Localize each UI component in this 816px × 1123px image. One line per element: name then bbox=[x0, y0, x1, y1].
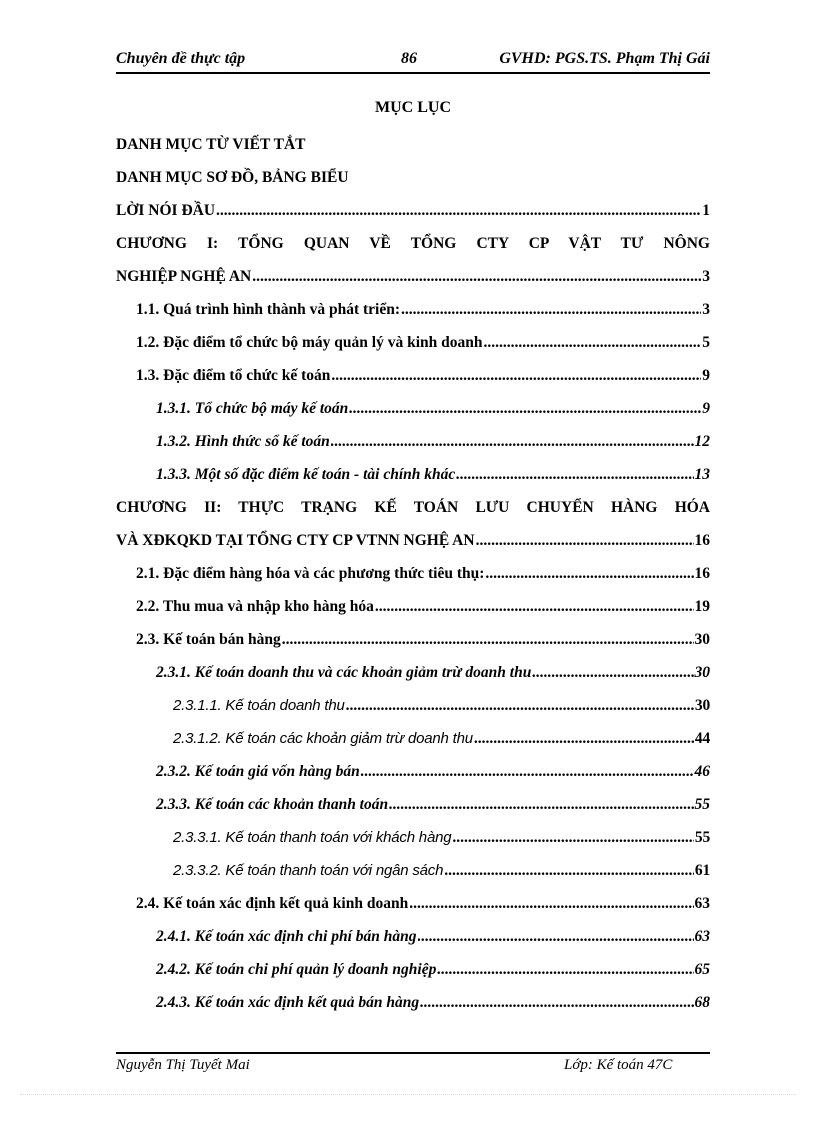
toc-entry-abbreviations bbox=[116, 128, 710, 161]
toc-entry-page: 44 bbox=[694, 730, 710, 747]
toc-entry-label: 2.1. Đặc điểm hàng hóa và các phương thức tiêu thụ: bbox=[136, 565, 485, 582]
toc-entry-page: 68 bbox=[694, 994, 710, 1011]
toc-entry-chapter-2 bbox=[116, 524, 710, 557]
toc-entry-2-4-1 bbox=[116, 920, 710, 953]
toc-entry-2-3-1-1 bbox=[116, 689, 710, 722]
toc-entry-label: 2.3.3. Kế toán các khoản thanh toán bbox=[156, 796, 389, 813]
toc-entry-page: 63 bbox=[694, 928, 710, 945]
toc-entry-chapter-1 bbox=[116, 260, 710, 293]
toc-leader-dots bbox=[282, 623, 694, 656]
toc-entry-2-3-3-2 bbox=[116, 854, 710, 887]
toc-entry-page: 1 bbox=[702, 202, 710, 219]
page-footer bbox=[116, 1052, 710, 1078]
toc-entry-page: 12 bbox=[694, 433, 710, 450]
toc-entry-label: 1.3.2. Hình thức sổ kế toán bbox=[156, 433, 330, 450]
toc-entry-2-4-2 bbox=[116, 953, 710, 986]
toc-entry-page: 65 bbox=[694, 961, 710, 978]
toc-entry-2-4-3 bbox=[116, 986, 710, 1019]
toc-leader-dots bbox=[389, 788, 693, 821]
table-of-contents bbox=[116, 128, 710, 1019]
toc-entry-2-1 bbox=[116, 557, 710, 590]
footer-class: Lớp: Kế toán 47C bbox=[564, 1057, 673, 1073]
toc-entry-diagrams bbox=[116, 161, 710, 194]
toc-entry-label: 2.3.1.2. Kế toán các khoản giảm trừ doanh thu bbox=[173, 730, 473, 747]
toc-entry-2-3-3 bbox=[116, 788, 710, 821]
toc-leader-dots bbox=[216, 194, 701, 227]
toc-leader-dots bbox=[474, 722, 694, 755]
toc-entry-label: DANH MỤC SƠ ĐỒ, BẢNG BIỂU bbox=[116, 169, 349, 186]
toc-entry-label: 1.2. Đặc điểm tổ chức bộ máy quản lý và kinh doanh bbox=[136, 334, 483, 351]
toc-entry-label: 2.3.3.1. Kế toán thanh toán với khách hàng bbox=[173, 829, 452, 846]
toc-entry-label: 2.3.2. Kế toán giá vốn hàng bán bbox=[156, 763, 360, 780]
toc-leader-dots bbox=[418, 920, 694, 953]
toc-chapter-1-line-1: CHƯƠNG I: TỔNG QUAN VỀ TỔNG CTY CP VẬT TƯ NÔNG bbox=[116, 235, 710, 252]
toc-entry-2-3-3-1 bbox=[116, 821, 710, 854]
toc-leader-dots bbox=[420, 986, 693, 1019]
toc-entry-page: 3 bbox=[702, 268, 710, 285]
toc-entry-page: 55 bbox=[694, 829, 710, 846]
page-bottom-divider bbox=[20, 1094, 796, 1095]
toc-entry-2-2 bbox=[116, 590, 710, 623]
toc-leader-dots bbox=[444, 854, 694, 887]
toc-entry-label: 1.3.1. Tổ chức bộ máy kế toán bbox=[156, 400, 349, 417]
header-supervisor: GVHD: PGS.TS. Phạm Thị Gái bbox=[499, 50, 710, 67]
toc-entry-page: 55 bbox=[694, 796, 710, 813]
toc-entry-2-3-2 bbox=[116, 755, 710, 788]
toc-leader-dots bbox=[349, 392, 701, 425]
toc-entry-page: 30 bbox=[694, 631, 710, 648]
toc-entry-page: 3 bbox=[702, 301, 710, 318]
toc-entry-1-3 bbox=[116, 359, 710, 392]
header-page-number: 86 bbox=[401, 50, 417, 67]
toc-entry-2-3-1-2 bbox=[116, 722, 710, 755]
toc-entry-page: 16 bbox=[694, 532, 710, 549]
toc-entry-1-3-3 bbox=[116, 458, 710, 491]
toc-leader-dots bbox=[484, 326, 702, 359]
page-header bbox=[116, 50, 710, 74]
toc-entry-1-2 bbox=[116, 326, 710, 359]
toc-entry-2-3 bbox=[116, 623, 710, 656]
toc-leader-dots bbox=[437, 953, 693, 986]
toc-entry-label: LỜI NÓI ĐẦU bbox=[116, 202, 216, 219]
toc-leader-dots bbox=[375, 590, 694, 623]
toc-entry-page: 46 bbox=[694, 763, 710, 780]
toc-entry-page: 19 bbox=[694, 598, 710, 615]
toc-entry-page: 61 bbox=[694, 862, 710, 879]
toc-entry-1-3-1 bbox=[116, 392, 710, 425]
toc-entry-label: 2.4.1. Kế toán xác định chi phí bán hàng bbox=[156, 928, 417, 945]
toc-leader-dots bbox=[485, 557, 693, 590]
toc-entry-1-1 bbox=[116, 293, 710, 326]
toc-entry-label: 1.1. Quá trình hình thành và phát triển: bbox=[136, 301, 400, 318]
toc-entry-label: 2.2. Thu mua và nhập kho hàng hóa bbox=[136, 598, 374, 615]
header-title: Chuyên đề thực tập bbox=[116, 50, 246, 67]
toc-entry-preface bbox=[116, 194, 710, 227]
toc-entry-label: VÀ XĐKQKD TẠI TỔNG CTY CP VTNN NGHỆ AN bbox=[116, 532, 475, 549]
toc-entry-label: 1.3. Đặc điểm tổ chức kế toán bbox=[136, 367, 331, 384]
toc-entry-2-3-1 bbox=[116, 656, 710, 689]
toc-entry-label: 2.4.3. Kế toán xác định kết quả bán hàng bbox=[156, 994, 420, 1011]
toc-entry-page: 9 bbox=[702, 367, 710, 384]
footer-author: Nguyễn Thị Tuyết Mai bbox=[116, 1057, 250, 1073]
toc-entry-label: NGHIỆP NGHỆ AN bbox=[116, 268, 252, 285]
toc-leader-dots bbox=[456, 458, 693, 491]
toc-entry-label: 2.3.1. Kế toán doanh thu và các khoản giảm trừ doanh thu bbox=[156, 664, 532, 681]
toc-leader-dots bbox=[409, 887, 693, 920]
toc-leader-dots bbox=[452, 821, 694, 854]
toc-leader-dots bbox=[361, 755, 694, 788]
toc-leader-dots bbox=[331, 425, 694, 458]
toc-entry-label: 2.3.1.1. Kế toán doanh thu bbox=[173, 697, 345, 714]
toc-entry-2-4 bbox=[116, 887, 710, 920]
toc-entry-label: 2.4.2. Kế toán chi phí quản lý doanh nghiệp bbox=[156, 961, 437, 978]
toc-leader-dots bbox=[331, 359, 701, 392]
toc-chapter-2-line-1: CHƯƠNG II: THỰC TRẠNG KẾ TOÁN LƯU CHUYỂN HÀNG HÓA bbox=[116, 499, 710, 516]
toc-entry-label: DANH MỤC TỪ VIẾT TẮT bbox=[116, 136, 306, 153]
toc-entry-label: 2.4. Kế toán xác định kết quả kinh doanh bbox=[136, 895, 409, 912]
toc-entry-page: 30 bbox=[694, 697, 710, 714]
toc-leader-dots bbox=[346, 689, 694, 722]
toc-leader-dots bbox=[401, 293, 701, 326]
toc-entry-1-3-2 bbox=[116, 425, 710, 458]
toc-leader-dots bbox=[476, 524, 694, 557]
toc-entry-page: 30 bbox=[694, 664, 710, 681]
toc-entry-page: 16 bbox=[694, 565, 710, 582]
toc-entry-page: 63 bbox=[694, 895, 710, 912]
toc-leader-dots bbox=[252, 260, 701, 293]
toc-entry-page: 13 bbox=[694, 466, 710, 483]
toc-entry-label: 1.3.3. Một số đặc điểm kế toán - tài chính khác bbox=[156, 466, 456, 483]
toc-entry-label: 2.3.3.2. Kế toán thanh toán với ngân sách bbox=[173, 862, 444, 879]
toc-leader-dots bbox=[532, 656, 693, 689]
toc-entry-page: 9 bbox=[702, 400, 710, 417]
toc-entry-label: 2.3. Kế toán bán hàng bbox=[136, 631, 281, 648]
toc-title: MỤC LỤC bbox=[375, 99, 451, 116]
toc-entry-page: 5 bbox=[702, 334, 710, 351]
